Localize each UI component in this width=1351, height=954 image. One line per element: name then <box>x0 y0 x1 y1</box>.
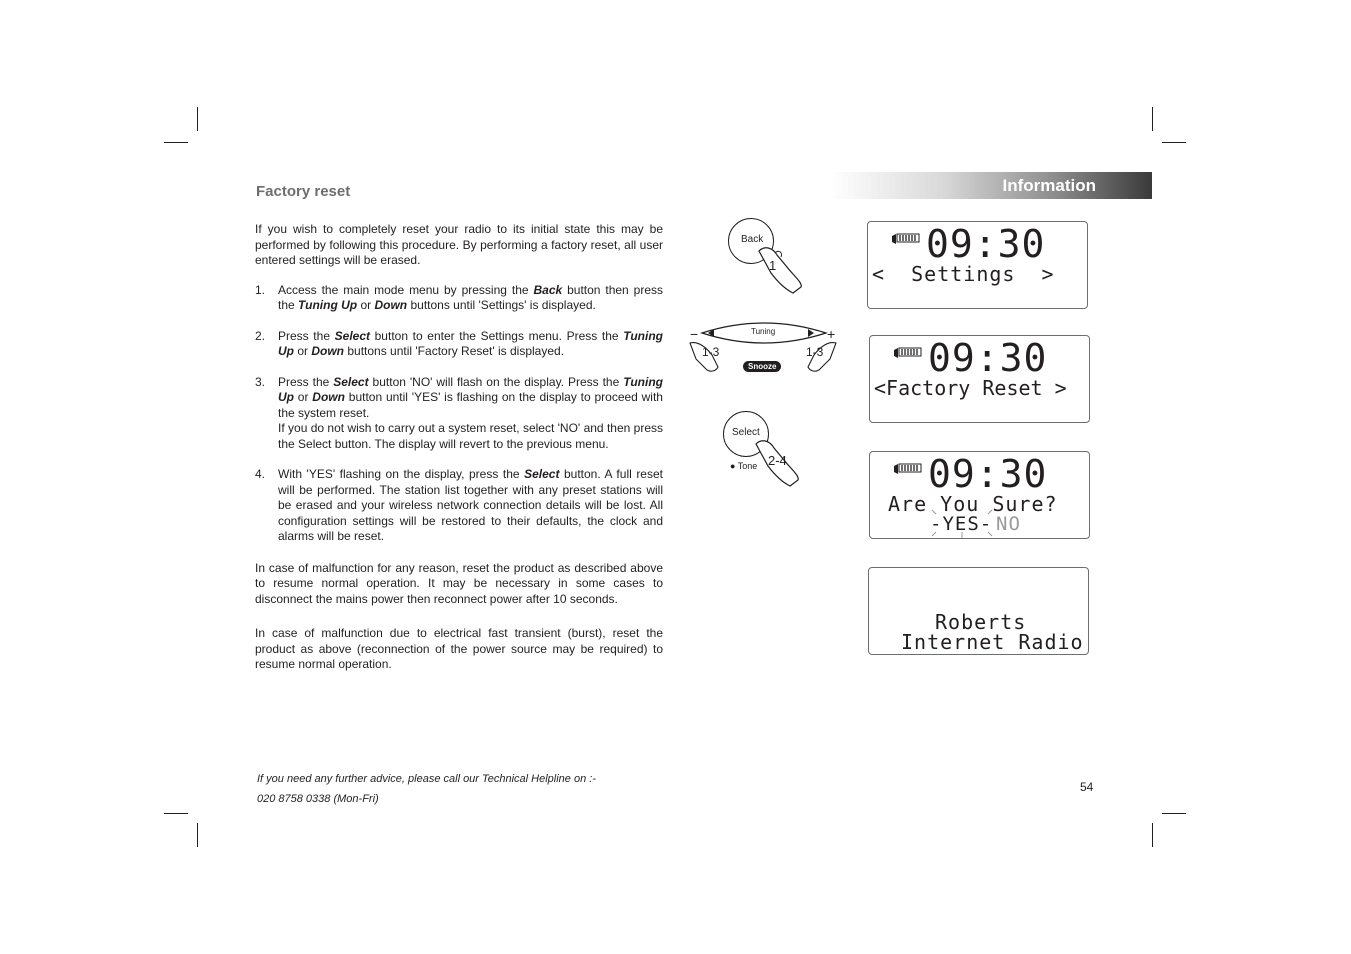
step-item: 2. Press the Select button to enter the Settings menu. Press the Tuning Up or Down buttons until 'Factory Reset' is displayed. <box>255 328 663 358</box>
back-button-illustration <box>725 215 815 295</box>
lcd-display-factory-reset <box>869 335 1090 423</box>
page-number: 54 <box>1080 780 1094 794</box>
step-item: 3. Press the Select button 'NO' will flash on the display. Press the Tuning Up or Down button until 'YES' is flashing on the display to proceed with the system reset. If you do not wish to carry out a system reset, select 'NO' and then press the Select button. The display will revert to the previous menu. <box>255 374 663 451</box>
instructions-body <box>255 222 663 673</box>
lcd-display-confirm <box>869 451 1090 539</box>
step-badge: 2-4 <box>768 453 787 468</box>
section-header-title: Information <box>1002 176 1096 195</box>
step-note: If you do not wish to carry out a system reset, select 'NO' and then press the Select button. The display will revert to the previous menu. <box>278 421 663 451</box>
lcd-clock: 09:30 <box>928 336 1048 380</box>
lcd-menu-line: < Settings > <box>872 262 1055 286</box>
back-button-label: Back <box>741 234 764 245</box>
section-header-band <box>830 172 1152 199</box>
helpline-note: If you need any further advice, please call our Technical Helpline on :- 020 8758 0338 (Mon-Fri) <box>257 769 596 809</box>
flashing-indicator-icon <box>870 452 1089 538</box>
malfunction-paragraph: In case of malfunction for any reason, reset the product as described above to resume normal operation. It may be necessary in some cases to disconnect the mains power then reconnect power after 10 seconds. <box>255 560 663 606</box>
step-item: 4. With 'YES' flashing on the display, press the Select button. A full reset will be performed. The station list together with any preset stations will be erased and your wireless network connection details will be lost. All configuration settings will be restored to their defaults, the clock and alarms will be reset. <box>255 467 663 543</box>
pressing-finger-icon <box>725 215 815 295</box>
step-badge: 1-3 <box>702 345 720 359</box>
tuning-label: Tuning <box>751 327 776 336</box>
lcd-yes-option: -YES- <box>930 513 993 535</box>
page-title: Factory reset <box>256 183 351 200</box>
step-badge: 1 <box>769 258 777 273</box>
signal-strength-icon <box>890 230 930 250</box>
steps-list <box>255 283 663 545</box>
crop-mark <box>197 823 198 847</box>
minus-label: − <box>690 326 699 342</box>
crop-mark <box>1152 107 1153 131</box>
lcd-menu-line: <Factory Reset > <box>874 376 1067 400</box>
step-number: 1. <box>255 282 266 297</box>
step-number: 4. <box>255 467 266 481</box>
lcd-display-startup <box>868 567 1089 655</box>
select-button-label: Select <box>732 427 760 438</box>
signal-strength-icon <box>892 344 932 364</box>
helpline-number: 020 8758 0338 (Mon-Fri) <box>257 793 379 805</box>
burst-paragraph: In case of malfunction due to electrical fast transient (burst), reset the product as above (reconnection of the power source may be required) to resume normal operation. <box>255 626 663 671</box>
lcd-display-settings <box>867 221 1088 309</box>
select-button-illustration <box>720 408 812 488</box>
lcd-prompt-line: Are You Sure? <box>888 492 1058 516</box>
lcd-no-option: NO <box>996 513 1021 535</box>
crop-mark <box>164 142 188 143</box>
crop-mark <box>164 813 188 814</box>
lcd-product-line: Internet Radio <box>901 630 1084 654</box>
tuning-buttons-illustration <box>688 315 840 377</box>
snooze-button: Snooze <box>743 361 781 372</box>
intro-paragraph: If you wish to completely reset your radio to its initial state this may be performed by following this procedure. By performing a factory reset, all user entered settings will be erased. <box>255 222 663 267</box>
lcd-brand-line: Roberts <box>935 610 1027 634</box>
step-number: 2. <box>255 328 266 343</box>
step-badge: 1-3 <box>806 345 824 359</box>
crop-mark <box>1162 142 1186 143</box>
tone-label: ● Tone <box>730 461 758 471</box>
step-item: 1. Access the main mode menu by pressing the Back button then press the Tuning Up or Down buttons until 'Settings' is displayed. <box>255 282 663 312</box>
crop-mark <box>1152 823 1153 847</box>
crop-mark <box>1162 813 1186 814</box>
step-number: 3. <box>255 374 266 389</box>
pressing-finger-icon <box>720 408 812 488</box>
crop-mark <box>197 107 198 131</box>
plus-label: + <box>827 326 836 342</box>
lcd-clock: 09:30 <box>926 222 1046 266</box>
lcd-clock: 09:30 <box>928 452 1048 496</box>
